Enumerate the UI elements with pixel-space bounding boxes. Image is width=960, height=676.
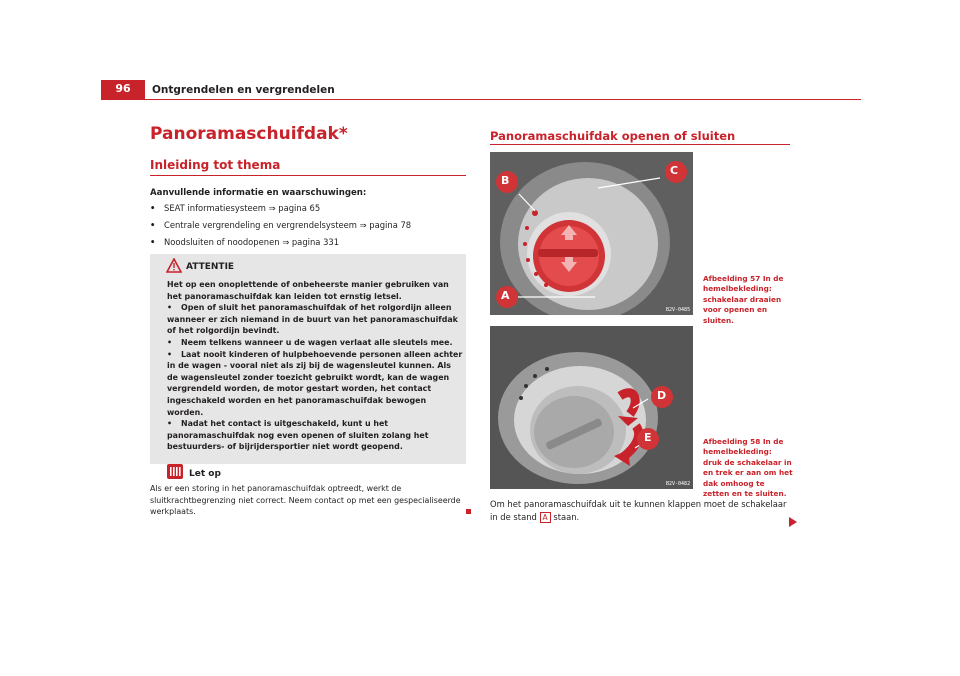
figure-label-d: D [657, 389, 667, 402]
list-item: • Centrale vergrendeling en vergrendelsysteem ⇒ pagina 78 [150, 220, 412, 230]
body-text: Om het panoramaschuifdak uit te kunnen klappen moet de schakelaar in de stand A staan. [490, 499, 787, 522]
roof-switch-push-illustration [490, 326, 693, 489]
figure-label-c: C [670, 164, 679, 177]
figure-code: B2V-0485 [666, 307, 691, 313]
warning-label: ATTENTIE [186, 262, 235, 272]
continue-arrow-icon [789, 517, 797, 527]
warning-bullet: • Neem telkens wanneer u de wagen verlaat alle sleutels mee. [167, 337, 453, 347]
figure-57 [490, 152, 693, 315]
figure-58 [490, 326, 693, 489]
figure-label-e: E [644, 431, 652, 444]
running-head: Ontgrendelen en vergrendelen [152, 84, 335, 96]
figure-58-caption: Afbeelding 58 In de hemelbekleding: druk de schakelaar in en trek er aan om het dak omhoog te zetten en te sluiten. [703, 437, 793, 499]
warning-text [167, 279, 463, 453]
note-text: Als er een storing in het panoramaschuifdak optreedt, werkt de sluitkrachtbegrenzing niet correct. Neem contact op met een gespecialiseerde werkplaats. [150, 484, 461, 517]
header-rule [101, 99, 861, 100]
page-number: 96 [115, 82, 131, 95]
end-of-section-marker [466, 509, 471, 514]
warning-bullet: • Open of sluit het panoramaschuifdak of het rolgordijn alleen wanneer er zich niemand in de buurt van het panoramaschuifdak of het rolgordijn bevindt. [167, 303, 458, 336]
position-badge: A [540, 512, 551, 523]
subsection-title: Inleiding tot thema [150, 158, 281, 172]
figure-label-b: B [501, 174, 510, 187]
section-title: Panoramaschuifdak* [150, 124, 348, 144]
warning-paragraph: Het op een onoplettende of onbeheerste manier gebruiken van het panoramaschuifdak kan leiden tot ernstig letsel. [167, 280, 449, 301]
list-item: • SEAT informatiesysteem ⇒ pagina 65 [150, 203, 321, 213]
figure-label-a: A [501, 289, 510, 302]
roof-switch-rotary-illustration [490, 152, 693, 315]
warning-bullet: • Laat nooit kinderen of hulpbehoevende personen alleen achter in de wagen - vooral niet als zij bij de wagensleutel kunnen. Als de wagensleutel zonder toezicht gebruikt wordt, kan de wagen vergrendeld worden, de motor gestart worden, het contact ingeschakeld worden en het panoramaschuifdak bewogen worden. [167, 349, 463, 417]
note-icon [167, 464, 183, 479]
note-label: Let op [189, 469, 221, 479]
warning-triangle-icon [166, 258, 182, 273]
list-item: • Noodsluiten of noodopenen ⇒ pagina 331 [150, 237, 340, 247]
right-section-rule [490, 144, 790, 145]
figure-57-caption: Afbeelding 57 In de hemelbekleding: schakelaar draaien voor openen en sluiten. [703, 274, 784, 325]
right-section-title: Panoramaschuifdak openen of sluiten [490, 129, 736, 143]
figure-code: B2V-0482 [666, 481, 691, 487]
info-heading: Aanvullende informatie en waarschuwingen: [150, 188, 367, 198]
warning-bullet: • Nadat het contact is uitgeschakeld, kunt u het panoramaschuifdak nog even openen of sluiten zolang het bestuurders- of bijrijdersportier niet wordt geopend. [167, 419, 429, 452]
subsection-rule [150, 175, 466, 176]
